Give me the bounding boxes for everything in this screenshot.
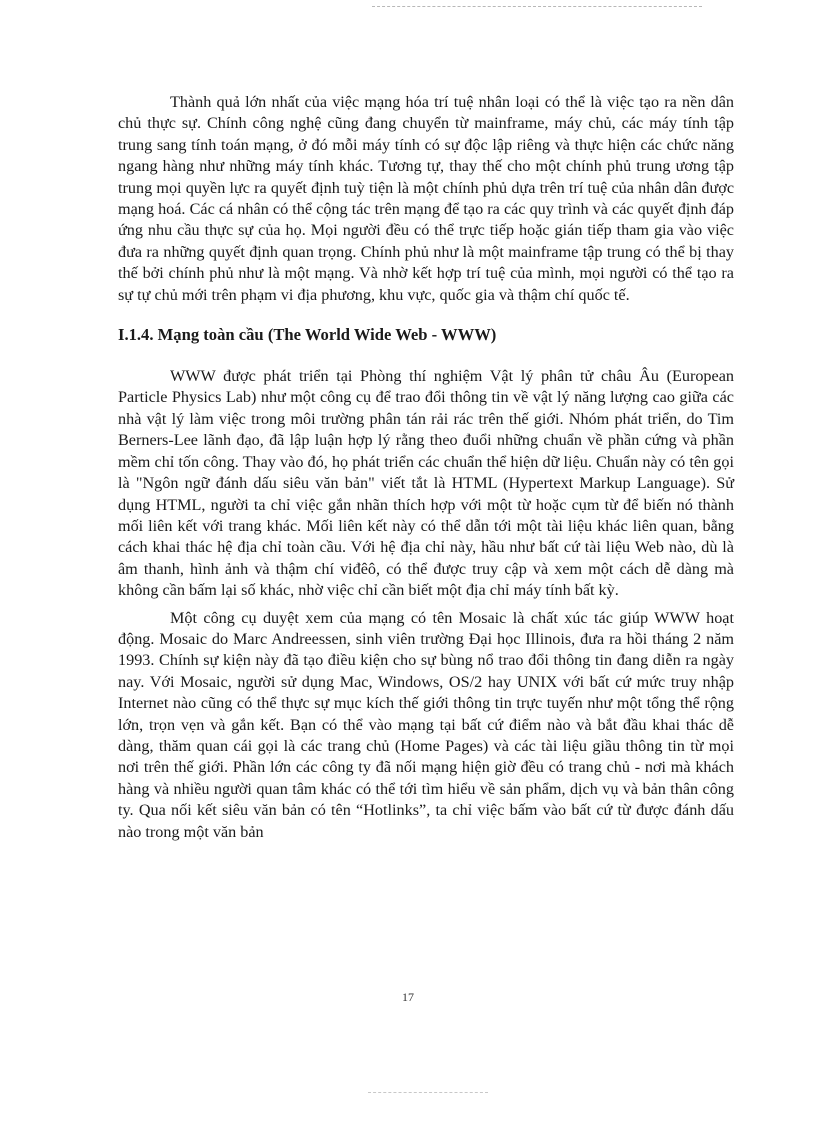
paragraph-mosaic: Một công cụ duyệt xem của mạng có tên Mosaic là chất xúc tác giúp WWW hoạt động. Mosaic do Marc Andreessen, sinh viên trường Đại học Illinois, đưa ra hồi tháng 2 năm 1993. Chính sự kiện này đã tạo điều kiện cho sự bùng nổ trao đổi thông tin đang diễn ra ngày nay. Với Mosaic, người sử dụng Mac, Windows, OS/2 hay UNIX với bất cứ mức truy nhập Internet nào cũng có thể thực sự mục kích thế giới thông tin trực tuyến như một tổng thể rộng lớn, trọn vẹn và gắn kết. Bạn có thể vào mạng tại bất cứ điểm nào và bắt đầu khai thác dễ dàng, thăm quan cái gọi là các trang chủ (Home Pages) và các tài liệu giầu thông tin từ mọi nơi trên thế giới. Phần lớn các công ty đã nối mạng hiện giờ đều có trang chủ - nơi mà khách hàng và nhiều người quan tâm khác có thể tới tìm hiểu về sản phẩm, dịch vụ và bản thân công ty. Qua nối kết siêu văn bản có tên “Hotlinks”, ta chỉ việc bấm vào bất cứ từ được đánh dấu nào trong một văn bản xyxy=(118,608,734,841)
page-number: 17 xyxy=(402,990,414,1004)
paragraph-www: WWW được phát triển tại Phòng thí nghiệm Vật lý phân tử châu Âu (European Particle Physics Lab) như một công cụ để trao đổi thông tin về vật lý năng lượng cao giữa các nhà vật lý làm việc trong môi trường phân tán rải rác trên thế giới. Nhóm phát triển, do Tim Berners-Lee lãnh đạo, đã lập luận hợp lý rằng theo đuổi những chuẩn về phần cứng và phần mềm chỉ tốn công. Thay vào đó, họ phát triển các chuẩn thể hiện dữ liệu. Chuẩn này có tên gọi là "Ngôn ngữ đánh dấu siêu văn bản" viết tắt là HTML (Hypertext Markup Language). Sử dụng HTML, người ta chỉ việc gắn nhãn thích hợp với một từ hoặc cụm từ để biến nó thành mối liên kết với trang khác. Mối liên kết này có thể dẫn tới một tài liệu khác liên quan, bằng cách khai thác hệ địa chỉ toàn cầu. Với hệ địa chỉ này, hầu như bất cứ tài liệu Web nào, dù là âm thanh, hình ảnh và thậm chí viđêô, có thể được truy cập và xem một cách dễ dàng mà không cần bấm lại số khác, nhờ việc chỉ cần biết một địa chỉ máy tính bất kỳ. xyxy=(118,367,734,600)
paragraph-intro: Thành quả lớn nhất của việc mạng hóa trí tuệ nhân loại có thể là việc tạo ra nền dân chủ thực sự. Chính công nghệ cũng đang chuyển từ mainframe, máy chủ, các máy tính tập trung sang tính toán mạng, ở đó mỗi máy tính có sự độc lập riêng và thực hiện các chức năng ngang hàng như những máy tính khác. Tương tự, thay thế cho một chính phủ trung ương tập trung mọi quyền lực ra quyết định tuỳ tiện là một chính phủ dựa trên trí tuệ của nhân dân được mạng hoá. Các cá nhân có thể cộng tác trên mạng để tạo ra các quy trình và các quyết định đáp ứng nhu cầu thực sự của họ. Mọi người đều có thể trực tiếp hoặc gián tiếp tham gia vào việc đưa ra những quyết định quan trọng. Chính phủ như là một mainframe tập trung có thể bị thay thế bởi chính phủ như là một mạng. Và nhờ kết hợp trí tuệ của mình, mọi người có thể tạo ra sự tự chủ mới trên phạm vi địa phương, khu vực, quốc gia và thậm chí quốc tế. xyxy=(118,93,734,304)
scan-artifact-top xyxy=(372,6,702,7)
section-heading: I.1.4. Mạng toàn cầu (The World Wide Web - WWW) xyxy=(118,325,497,345)
scan-artifact-bottom xyxy=(368,1092,488,1093)
page-body xyxy=(118,92,734,843)
